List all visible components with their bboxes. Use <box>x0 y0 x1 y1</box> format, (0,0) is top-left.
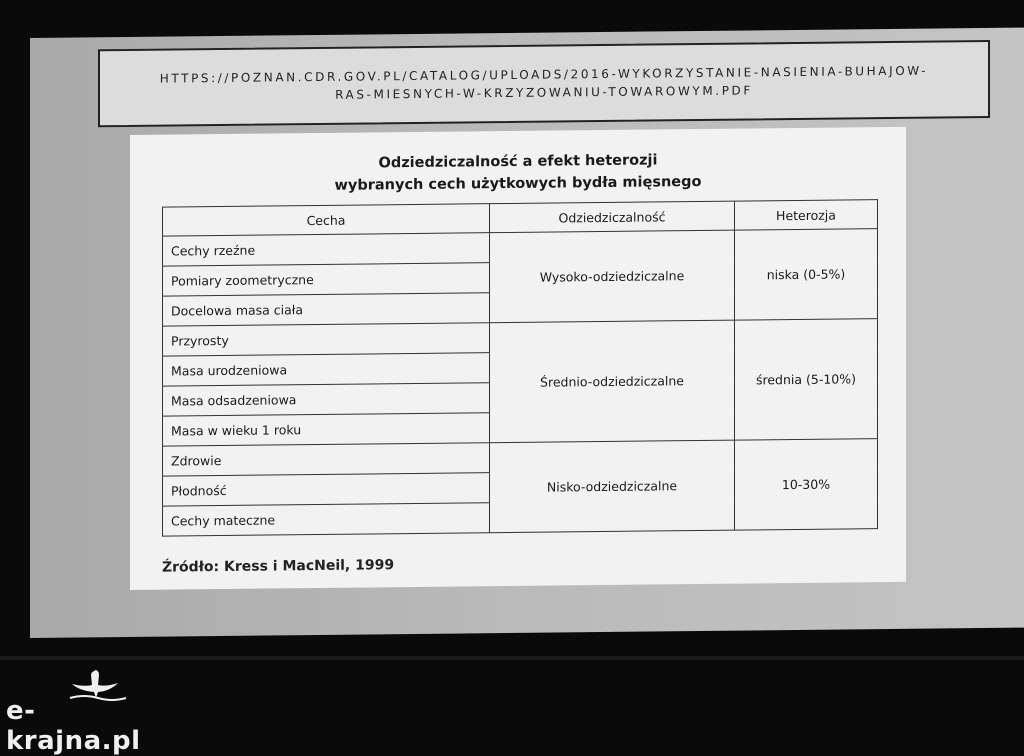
trait-cell: Masa urodzeniowa <box>163 353 490 386</box>
trait-cell: Masa w wieku 1 roku <box>163 413 490 446</box>
trait-cell: Przyrosty <box>163 323 490 356</box>
heritability-cell: Średnio-odziedziczalne <box>490 320 735 443</box>
watermark-text: e-krajna.pl <box>6 696 141 756</box>
source-citation: Źródło: Kress i MacNeil, 1999 <box>162 557 395 576</box>
header-heterozja: Heterozja <box>735 200 878 230</box>
heritability-cell: Nisko-odziedziczalne <box>490 440 735 533</box>
trait-cell: Cechy rzeźne <box>163 233 490 266</box>
slide-title-line-2: wybranych cech użytkowych bydła mięsnego <box>334 173 702 194</box>
table-row <box>163 319 878 356</box>
trait-cell: Pomiary zoometryczne <box>163 263 490 296</box>
trait-cell: Zdrowie <box>163 443 490 476</box>
heterosis-cell: niska (0-5%) <box>735 229 878 320</box>
header-cecha: Cecha <box>163 204 490 236</box>
header-odziedziczalnosc: Odziedziczalność <box>490 201 735 233</box>
heritability-cell: Wysoko-odziedziczalne <box>490 230 735 323</box>
slide-title-line-1: Odziedziczalność a efekt heterozji <box>378 152 658 172</box>
url-line-2: RAS-MIESNYCH-W-KRZYZOWANIU-TOWAROWYM.PDF <box>335 83 753 102</box>
screen-bottom-edge <box>0 656 1024 660</box>
trait-cell: Masa odsadzeniowa <box>163 383 490 416</box>
slide <box>130 127 906 590</box>
heterosis-cell: 10-30% <box>735 439 878 530</box>
table-row <box>163 229 878 266</box>
watermark-logo <box>6 668 156 756</box>
projection-screen <box>30 28 1024 638</box>
trait-cell: Docelowa masa ciała <box>163 293 490 326</box>
url-line-1: HTTPS://POZNAN.CDR.GOV.PL/CATALOG/UPLOADS/2016-WYKORZYSTANIE-NASIENIA-BUHAJOW- <box>159 63 929 86</box>
heritability-table <box>162 199 878 536</box>
url-box <box>98 40 990 127</box>
table-row <box>163 439 878 476</box>
trait-cell: Płodność <box>163 473 490 506</box>
heterosis-cell: średnia (5-10%) <box>735 319 878 440</box>
trait-cell: Cechy mateczne <box>163 503 490 536</box>
slide-title <box>130 147 906 199</box>
